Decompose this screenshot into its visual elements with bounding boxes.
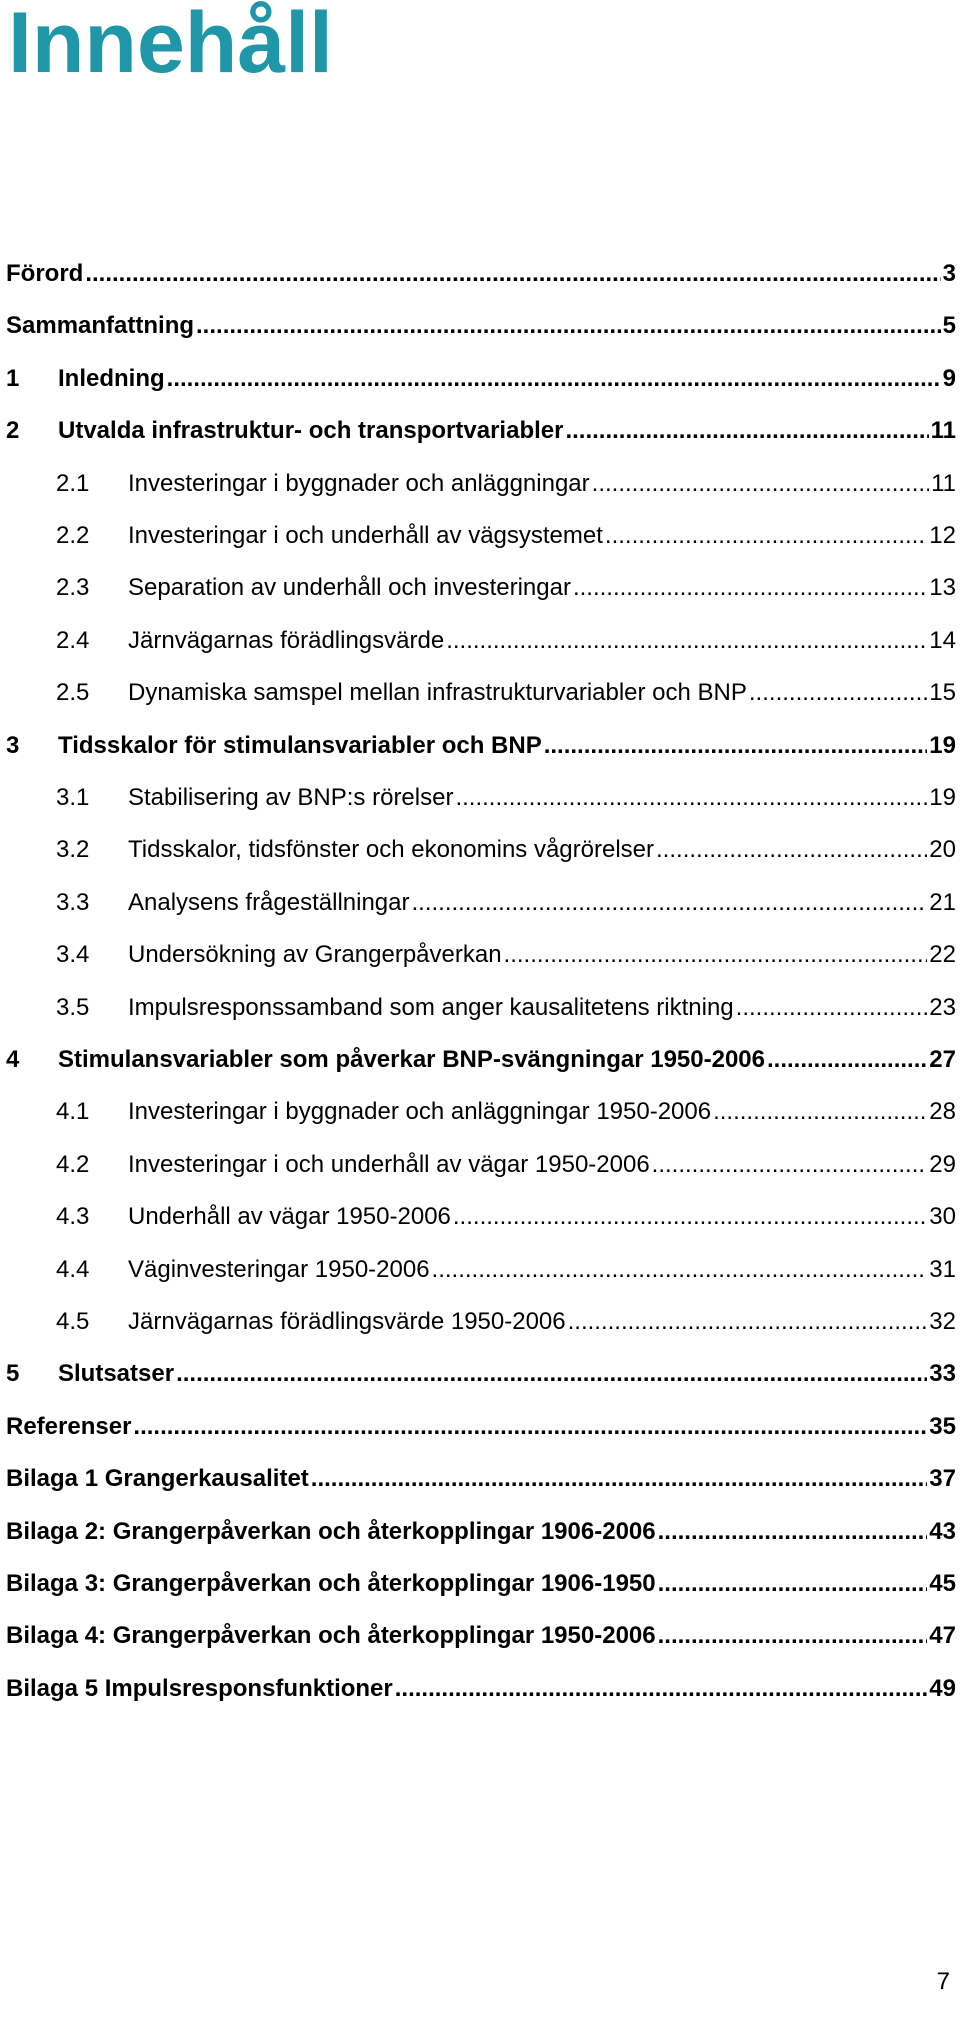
toc-entry-title: Bilaga 3: Grangerpåverkan och återkopplingar 1906-1950: [6, 1570, 656, 1597]
toc-entry-title: Slutsatser: [58, 1360, 175, 1388]
toc-entry-title: Bilaga 4: Grangerpåverkan och återkopplingar 1950-2006: [6, 1622, 656, 1650]
toc-leader-dots: [568, 1296, 928, 1348]
toc-entry-number: 3.4: [56, 941, 90, 969]
toc-leader-dots: [544, 720, 928, 772]
toc-entry[interactable]: [6, 353, 956, 405]
toc-entry-page: 37: [929, 1465, 956, 1493]
toc-entry-title: Dynamiska samspel mellan infrastrukturvariabler och BNP: [128, 679, 747, 707]
toc-entry[interactable]: [6, 562, 956, 614]
toc-entry-number: 4.2: [56, 1150, 90, 1178]
toc-entry-page: 11: [930, 417, 956, 445]
toc-leader-dots: [196, 300, 941, 352]
toc-entry-page: 43: [929, 1517, 956, 1545]
toc-leader-dots: [573, 562, 927, 614]
toc-leader-dots: [133, 1401, 927, 1453]
toc-leader-dots: [432, 1244, 928, 1296]
toc-entry-number: 2: [6, 417, 20, 445]
toc-leader-dots: [412, 877, 928, 929]
toc-entry-page: 9: [942, 364, 956, 392]
toc-entry[interactable]: [6, 1139, 956, 1191]
toc-leader-dots: [565, 405, 928, 457]
toc-entry-page: 19: [929, 784, 956, 811]
toc-entry[interactable]: [6, 982, 956, 1034]
toc-entry[interactable]: [6, 1401, 956, 1453]
toc-entry[interactable]: [6, 248, 956, 300]
toc-entry-page: 15: [929, 679, 956, 707]
toc-leader-dots: [658, 1610, 928, 1662]
toc-entry-page: 32: [929, 1308, 956, 1335]
toc-entry-page: 22: [929, 941, 956, 969]
page-title: Innehåll: [8, 0, 333, 91]
toc-entry-page: 11: [931, 469, 956, 497]
toc-leader-dots: [767, 1034, 927, 1086]
toc-entry-title: Investeringar i och underhåll av vägar 1950-2006: [128, 1150, 650, 1178]
toc-entry-title: Bilaga 2: Grangerpåverkan och återkopplingar 1906-2006: [6, 1517, 656, 1545]
toc-entry-page: 19: [929, 731, 956, 759]
toc-entry[interactable]: [6, 1244, 956, 1296]
toc-entry-page: 30: [929, 1203, 956, 1231]
toc-entry-number: 2.5: [56, 679, 90, 707]
toc-entry[interactable]: [6, 458, 956, 510]
toc-entry-number: 2.4: [56, 626, 90, 654]
toc-entry-number: 4.4: [56, 1255, 90, 1283]
toc-entry[interactable]: [6, 1453, 956, 1505]
toc-leader-dots: [455, 772, 927, 824]
toc-entry-number: 3.2: [56, 836, 90, 864]
toc-leader-dots: [656, 824, 927, 876]
toc-leader-dots: [395, 1663, 928, 1715]
toc-entry-page: 13: [929, 574, 956, 602]
toc-entry[interactable]: [6, 1506, 956, 1558]
toc-leader-dots: [605, 510, 927, 562]
toc-entry-title: Tidsskalor för stimulansvariabler och BNP: [58, 731, 542, 759]
toc-leader-dots: [592, 458, 929, 510]
toc-entry[interactable]: [6, 1191, 956, 1243]
toc-entry-page: 49: [929, 1674, 956, 1702]
toc-entry-title: Investeringar i byggnader och anläggningar: [128, 469, 590, 497]
toc-entry-title: Underhåll av vägar 1950-2006: [128, 1203, 451, 1231]
toc-entry-title: Separation av underhåll och investeringar: [128, 574, 571, 602]
toc-entry[interactable]: [6, 300, 956, 352]
toc-entry-title: Väginvesteringar 1950-2006: [128, 1255, 430, 1283]
toc-leader-dots: [453, 1191, 927, 1243]
toc-entry-title: Utvalda infrastruktur- och transportvariabler: [58, 417, 564, 445]
toc-entry-number: 4.5: [56, 1308, 90, 1335]
toc-entry-title: Sammanfattning: [6, 312, 195, 340]
toc-entry[interactable]: [6, 1086, 956, 1138]
toc-leader-dots: [167, 353, 941, 405]
toc-entry-title: Järnvägarnas förädlingsvärde 1950-2006: [128, 1308, 566, 1335]
toc-entry[interactable]: [6, 1296, 956, 1348]
toc-entry[interactable]: [6, 720, 956, 772]
toc-entry-page: 21: [929, 888, 956, 916]
toc-leader-dots: [85, 248, 940, 300]
toc-leader-dots: [713, 1086, 927, 1138]
toc-entry-title: Stimulansvariabler som påverkar BNP-svängningar 1950-2006: [58, 1046, 765, 1073]
toc-entry[interactable]: [6, 929, 956, 981]
toc-leader-dots: [446, 615, 927, 667]
toc-entry[interactable]: [6, 1610, 956, 1662]
toc-leader-dots: [658, 1506, 928, 1558]
toc-entry[interactable]: [6, 772, 956, 824]
page-number: 7: [936, 1968, 950, 1995]
toc-entry-page: 35: [929, 1412, 956, 1440]
toc-entry[interactable]: [6, 824, 956, 876]
toc-entry-number: 4: [6, 1046, 20, 1073]
toc-leader-dots: [311, 1453, 928, 1505]
toc-entry-page: 47: [929, 1622, 956, 1650]
toc-entry-title: Bilaga 5 Impulsresponsfunktioner: [6, 1674, 393, 1702]
toc-entry-number: 2.1: [56, 469, 90, 497]
toc-leader-dots: [736, 982, 928, 1034]
toc-leader-dots: [658, 1558, 928, 1610]
toc-entry-title: Järnvägarnas förädlingsvärde: [128, 626, 445, 654]
toc-entry-page: 27: [929, 1046, 956, 1073]
toc-leader-dots: [176, 1348, 927, 1400]
toc-entry-number: 3.1: [56, 784, 90, 811]
toc-leader-dots: [504, 929, 928, 981]
toc-entry-title: Analysens frågeställningar: [128, 888, 410, 916]
toc-entry-page: 12: [929, 522, 956, 549]
toc-entry-page: 31: [929, 1255, 956, 1283]
toc-entry-page: 14: [929, 626, 956, 654]
toc-entry[interactable]: [6, 510, 956, 562]
toc-entry-page: 28: [929, 1098, 956, 1126]
toc-entry[interactable]: [6, 1663, 956, 1715]
toc-entry-page: 3: [942, 260, 956, 287]
toc-entry-number: 4.3: [56, 1203, 90, 1231]
toc-entry-title: Tidsskalor, tidsfönster och ekonomins vågrörelser: [128, 836, 655, 864]
toc-entry[interactable]: [6, 405, 956, 457]
toc-entry-number: 5: [6, 1360, 20, 1388]
toc-entry-number: 2.3: [56, 574, 90, 602]
toc-entry[interactable]: [6, 877, 956, 929]
toc-entry[interactable]: [6, 1034, 956, 1086]
toc-entry-number: 1: [6, 364, 20, 392]
toc-leader-dots: [652, 1139, 928, 1191]
toc-entry-title: Investeringar i och underhåll av vägsystemet: [128, 522, 603, 549]
toc-entry-title: Impulsresponssamband som anger kausalitetens riktning: [128, 993, 734, 1021]
toc-entry-page: 23: [929, 993, 956, 1021]
toc-entry-page: 5: [942, 312, 956, 340]
toc-entry-page: 45: [929, 1570, 956, 1597]
toc-entry-title: Referenser: [6, 1412, 132, 1440]
toc-entry-page: 33: [929, 1360, 956, 1388]
toc-entry[interactable]: [6, 615, 956, 667]
toc-entry-title: Förord: [6, 260, 84, 287]
toc-entry-number: 4.1: [56, 1098, 90, 1126]
toc-entry[interactable]: [6, 667, 956, 719]
toc-entry[interactable]: [6, 1348, 956, 1400]
toc-entry-number: 3.5: [56, 993, 90, 1021]
toc-leader-dots: [749, 667, 927, 719]
toc-entry-title: Investeringar i byggnader och anläggningar 1950-2006: [128, 1098, 712, 1126]
toc-entry-title: Undersökning av Grangerpåverkan: [128, 941, 502, 969]
toc-entry-page: 29: [929, 1150, 956, 1178]
toc-entry-number: 3: [6, 731, 20, 759]
toc-entry-title: Bilaga 1 Grangerkausalitet: [6, 1465, 309, 1493]
toc-entry[interactable]: [6, 1558, 956, 1610]
toc-entry-number: 2.2: [56, 522, 90, 549]
toc-entry-number: 3.3: [56, 888, 90, 916]
toc-entry-title: Stabilisering av BNP:s rörelser: [128, 784, 454, 811]
toc-entry-title: Inledning: [58, 364, 165, 392]
toc-entry-page: 20: [929, 836, 956, 864]
